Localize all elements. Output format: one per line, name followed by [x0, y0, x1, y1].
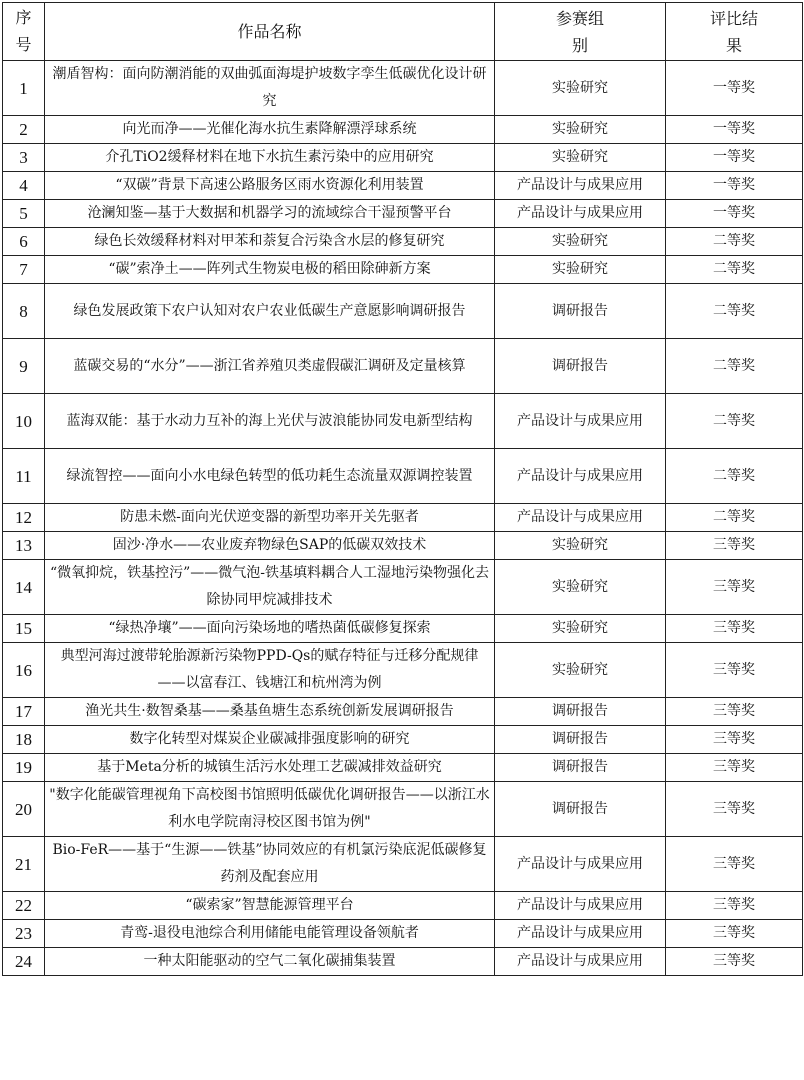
header-group: 参赛组别 [495, 3, 666, 61]
serial-number-cell: 22 [3, 892, 45, 920]
serial-number-cell: 6 [3, 228, 45, 256]
work-title-cell: “双碳”背景下高速公路服务区雨水资源化利用装置 [45, 172, 495, 200]
serial-number-cell: 5 [3, 200, 45, 228]
group-cell: 实验研究 [495, 643, 666, 698]
result-cell: 一等奖 [666, 116, 803, 144]
result-cell: 一等奖 [666, 172, 803, 200]
serial-number-cell: 9 [3, 339, 45, 394]
work-title-cell: 沧澜知鉴—基于大数据和机器学习的流域综合干湿预警平台 [45, 200, 495, 228]
table-row [3, 144, 803, 172]
serial-number-cell: 20 [3, 782, 45, 837]
serial-number-cell: 4 [3, 172, 45, 200]
serial-number-cell: 7 [3, 256, 45, 284]
result-cell: 三等奖 [666, 892, 803, 920]
table-row [3, 754, 803, 782]
serial-number-cell: 15 [3, 615, 45, 643]
awards-table [2, 2, 803, 976]
serial-number-cell: 16 [3, 643, 45, 698]
group-cell: 产品设计与成果应用 [495, 449, 666, 504]
group-cell: 实验研究 [495, 256, 666, 284]
table-row [3, 726, 803, 754]
result-cell: 二等奖 [666, 394, 803, 449]
table-row [3, 449, 803, 504]
serial-number-cell: 1 [3, 61, 45, 116]
work-title-cell: "数字化能碳管理视角下高校图书馆照明低碳优化调研报告——以浙江水利水电学院南浔校区图书馆为例" [45, 782, 495, 837]
group-cell: 产品设计与成果应用 [495, 837, 666, 892]
work-title-cell: 青鸾-退役电池综合利用储能电能管理设备领航者 [45, 920, 495, 948]
group-cell: 产品设计与成果应用 [495, 172, 666, 200]
work-title-cell: 基于Meta分析的城镇生活污水处理工艺碳减排效益研究 [45, 754, 495, 782]
result-cell: 二等奖 [666, 284, 803, 339]
header-row [3, 3, 803, 61]
group-cell: 实验研究 [495, 116, 666, 144]
result-cell: 二等奖 [666, 504, 803, 532]
work-title-cell: 潮盾智构：面向防潮消能的双曲弧面海堤护坡数字孪生低碳优化设计研究 [45, 61, 495, 116]
table-row [3, 284, 803, 339]
work-title-cell: 一种太阳能驱动的空气二氧化碳捕集装置 [45, 948, 495, 976]
result-cell: 三等奖 [666, 560, 803, 615]
work-title-cell: 渔光共生·数智桑基——桑基鱼塘生态系统创新发展调研报告 [45, 698, 495, 726]
serial-number-cell: 2 [3, 116, 45, 144]
header-serial-number: 序号 [3, 3, 45, 61]
table-row [3, 532, 803, 560]
group-cell: 产品设计与成果应用 [495, 200, 666, 228]
work-title-cell: 防患未燃-面向光伏逆变器的新型功率开关先驱者 [45, 504, 495, 532]
group-cell: 实验研究 [495, 61, 666, 116]
group-cell: 实验研究 [495, 560, 666, 615]
table-row [3, 116, 803, 144]
result-cell: 二等奖 [666, 339, 803, 394]
group-cell: 调研报告 [495, 782, 666, 837]
table-row [3, 394, 803, 449]
serial-number-cell: 11 [3, 449, 45, 504]
work-title-cell: 典型河海过渡带轮胎源新污染物PPD-Qs的赋存特征与迁移分配规律——以富春江、钱塘江和杭州湾为例 [45, 643, 495, 698]
work-title-cell: 蓝海双能：基于水动力互补的海上光伏与波浪能协同发电新型结构 [45, 394, 495, 449]
group-cell: 产品设计与成果应用 [495, 394, 666, 449]
serial-number-cell: 19 [3, 754, 45, 782]
serial-number-cell: 21 [3, 837, 45, 892]
work-title-cell: “碳”索净土——阵列式生物炭电极的稻田除砷新方案 [45, 256, 495, 284]
header-result: 评比结果 [666, 3, 803, 61]
group-cell: 实验研究 [495, 144, 666, 172]
table-row [3, 200, 803, 228]
group-cell: 实验研究 [495, 615, 666, 643]
work-title-cell: “绿热净壤”——面向污染场地的嗜热菌低碳修复探索 [45, 615, 495, 643]
serial-number-cell: 24 [3, 948, 45, 976]
table-row [3, 228, 803, 256]
result-cell: 三等奖 [666, 698, 803, 726]
group-cell: 调研报告 [495, 284, 666, 339]
result-cell: 三等奖 [666, 726, 803, 754]
result-cell: 三等奖 [666, 532, 803, 560]
group-cell: 实验研究 [495, 228, 666, 256]
result-cell: 二等奖 [666, 256, 803, 284]
serial-number-cell: 23 [3, 920, 45, 948]
table-row [3, 615, 803, 643]
work-title-cell: “微氧抑烷，铁基控污”——微气泡-铁基填料耦合人工湿地污染物强化去除协同甲烷减排技术 [45, 560, 495, 615]
table-body [3, 61, 803, 976]
group-cell: 调研报告 [495, 339, 666, 394]
group-cell: 产品设计与成果应用 [495, 948, 666, 976]
work-title-cell: 固沙·净水——农业废弃物绿色SAP的低碳双效技术 [45, 532, 495, 560]
work-title-cell: 数字化转型对煤炭企业碳减排强度影响的研究 [45, 726, 495, 754]
group-cell: 实验研究 [495, 532, 666, 560]
serial-number-cell: 10 [3, 394, 45, 449]
result-cell: 三等奖 [666, 837, 803, 892]
result-cell: 一等奖 [666, 144, 803, 172]
serial-number-cell: 12 [3, 504, 45, 532]
result-cell: 二等奖 [666, 449, 803, 504]
table-row [3, 504, 803, 532]
group-cell: 产品设计与成果应用 [495, 504, 666, 532]
table-row [3, 920, 803, 948]
work-title-cell: Bio-FeR——基于“生源——铁基”协同效应的有机氯污染底泥低碳修复药剂及配套应用 [45, 837, 495, 892]
work-title-cell: 绿色长效缓释材料对甲苯和萘复合污染含水层的修复研究 [45, 228, 495, 256]
work-title-cell: 绿色发展政策下农户认知对农户农业低碳生产意愿影响调研报告 [45, 284, 495, 339]
work-title-cell: 蓝碳交易的“水分”——浙江省养殖贝类虚假碳汇调研及定量核算 [45, 339, 495, 394]
serial-number-cell: 3 [3, 144, 45, 172]
table-row [3, 339, 803, 394]
table-row [3, 948, 803, 976]
table-row [3, 61, 803, 116]
table-row [3, 782, 803, 837]
result-cell: 二等奖 [666, 228, 803, 256]
serial-number-cell: 17 [3, 698, 45, 726]
group-cell: 产品设计与成果应用 [495, 892, 666, 920]
group-cell: 调研报告 [495, 698, 666, 726]
result-cell: 一等奖 [666, 200, 803, 228]
table-row [3, 698, 803, 726]
result-cell: 三等奖 [666, 782, 803, 837]
work-title-cell: 向光而净——光催化海水抗生素降解漂浮球系统 [45, 116, 495, 144]
serial-number-cell: 8 [3, 284, 45, 339]
serial-number-cell: 13 [3, 532, 45, 560]
table-row [3, 643, 803, 698]
result-cell: 三等奖 [666, 643, 803, 698]
work-title-cell: “碳索家”智慧能源管理平台 [45, 892, 495, 920]
group-cell: 调研报告 [495, 726, 666, 754]
result-cell: 三等奖 [666, 920, 803, 948]
result-cell: 三等奖 [666, 754, 803, 782]
table-row [3, 892, 803, 920]
table-row [3, 837, 803, 892]
result-cell: 三等奖 [666, 615, 803, 643]
table-header [3, 3, 803, 61]
work-title-cell: 介孔TiO2缓释材料在地下水抗生素污染中的应用研究 [45, 144, 495, 172]
result-cell: 三等奖 [666, 948, 803, 976]
table-row [3, 172, 803, 200]
result-cell: 一等奖 [666, 61, 803, 116]
serial-number-cell: 14 [3, 560, 45, 615]
serial-number-cell: 18 [3, 726, 45, 754]
group-cell: 产品设计与成果应用 [495, 920, 666, 948]
work-title-cell: 绿流智控——面向小水电绿色转型的低功耗生态流量双源调控装置 [45, 449, 495, 504]
group-cell: 调研报告 [495, 754, 666, 782]
header-work-title: 作品名称 [45, 3, 495, 61]
table-row [3, 256, 803, 284]
table-row [3, 560, 803, 615]
